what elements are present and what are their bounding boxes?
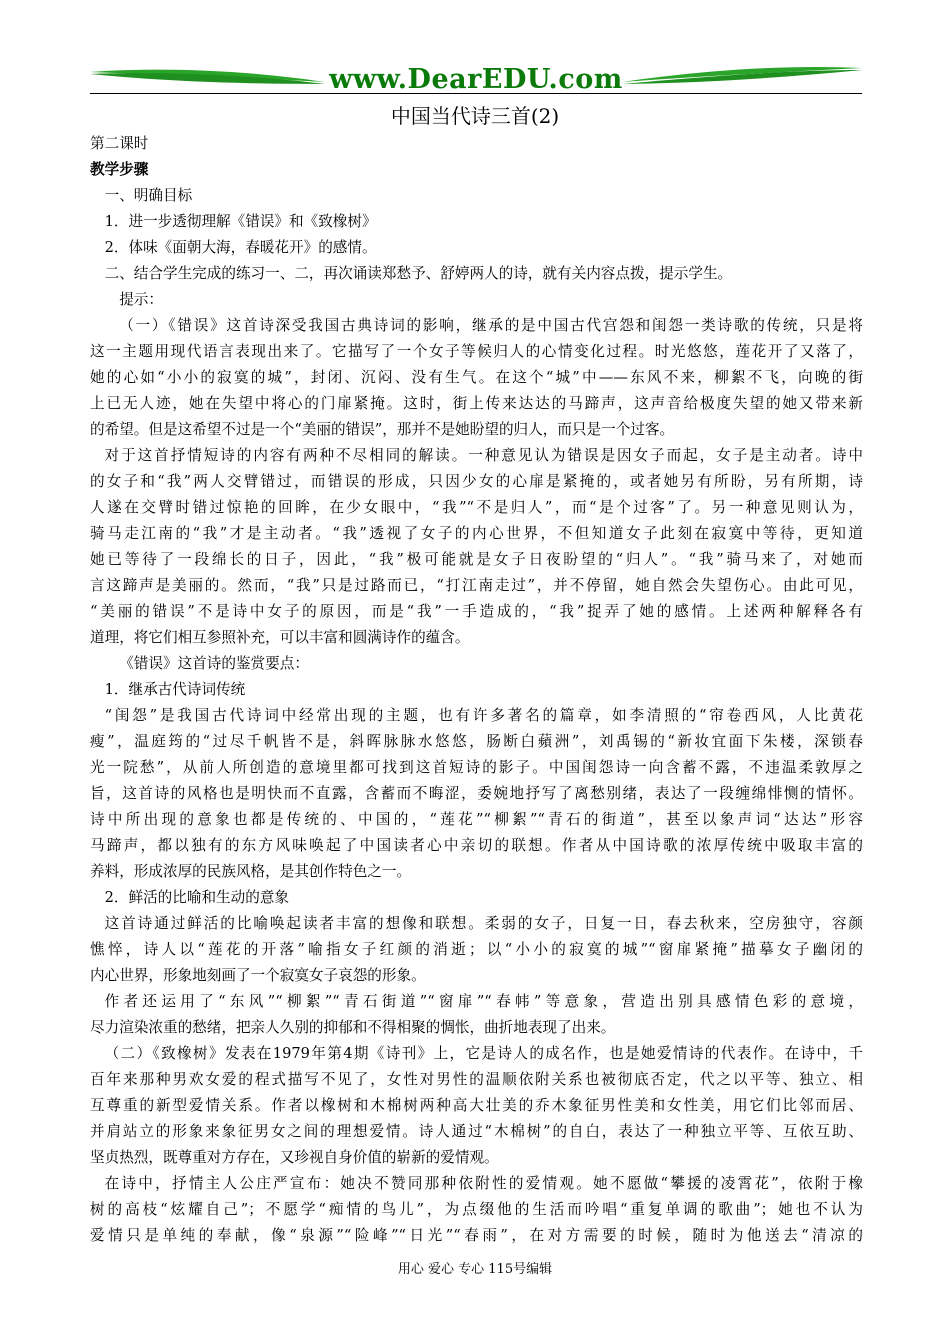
text-line: 提示： bbox=[119, 291, 163, 308]
text-line: 内心世界，形象地刻画了一个寂寞女子哀怨的形象。 bbox=[90, 967, 426, 984]
text-line: 1．继承古代诗词传统 bbox=[104, 681, 246, 698]
text-line: 光一院愁”，从前人所创造的意境里都可找到这首短诗的影子。中国闺怨诗一向含蓄不露，不违温柔敦厚之 bbox=[90, 759, 863, 776]
text-line: 上已无人迹，她在失望中将心的门扉紧掩。这时，街上传来达达的马蹄声，这声音给极度失望的她又带来新 bbox=[90, 395, 863, 412]
site-logo-text: www.DearEDU.com bbox=[329, 64, 623, 95]
text-line: 养料，形成浓厚的民族风格，是其创作特色之一。 bbox=[90, 863, 412, 880]
text-line: 骑马走江南的“我”才是主动者。“我”透视了女子的内心世界，不但知道女子此刻在寂寞中等待，更知道 bbox=[90, 525, 863, 542]
text-line: “美丽的错误”不是诗中女子的原因，而是“我”一手造成的，“我”捉弄了她的感情。上述两种解释各有 bbox=[90, 603, 863, 620]
text-line: 并肩站立的形象来象征男女之间的理想爱情。诗人通过“木棉树”的自白，表达了一种独立平等、互依互助、 bbox=[90, 1123, 863, 1140]
text-line: 坚贞热烈，既尊重对方存在，又珍视自身价值的崭新的爱情观。 bbox=[90, 1149, 499, 1166]
text-line: 憔悴，诗人以“莲花的开落”喻指女子红颜的消逝；以“小小的寂寞的城”“窗扉紧掩”描摹女子幽闭的 bbox=[90, 941, 863, 958]
text-line: 她的心如“小小的寂寞的城”，封闭、沉闷、没有生气。在这个“城”中——东风不来，柳絮不飞，向晚的街 bbox=[90, 369, 863, 386]
text-line: 2．鲜活的比喻和生动的意象 bbox=[104, 889, 290, 906]
text-line: 《错误》这首诗的鉴赏要点： bbox=[119, 655, 309, 672]
text-line: 2．体味《面朝大海，春暖花开》的感情。 bbox=[104, 239, 377, 256]
text-line: 在诗中，抒情主人公庄严宣布：她决不赞同那种依附性的爱情观。她不愿做“攀援的凌霄花”，依附于橡 bbox=[104, 1175, 863, 1192]
text-line: 一、明确目标 bbox=[104, 187, 193, 204]
text-line: 尽力渲染浓重的愁绪，把亲人久别的抑郁和不得相聚的惆怅，曲折地表现了出来。 bbox=[90, 1019, 616, 1036]
text-line: 互尊重的新型爱情关系。作者以橡树和木棉树两种高大壮美的乔木象征男性美和女性美，用它们比邻而居、 bbox=[90, 1097, 863, 1114]
text-line: 作者还运用了“东风”“柳絮”“青石街道”“窗扉”“春帏”等意象，营造出别具感情色彩的意境， bbox=[104, 993, 863, 1010]
text-line: 第二课时 bbox=[90, 135, 149, 152]
text-line: 教学步骤 bbox=[90, 161, 149, 178]
text-line: 人遂在交臂时错过惊艳的回眸，在少女眼中，“我”“不是归人”，而“是个过客”了。另一种意见则认为， bbox=[90, 499, 863, 516]
text-line: 言这蹄声是美丽的。然而，“我”只是过路而已，“打江南走过”，并不停留，她自然会失望伤心。由此可见， bbox=[90, 577, 863, 594]
text-line: 爱情只是单纯的奉献，像“泉源”“险峰”“日光”“春雨”，在对方需要的时候，随时为他送去“清凉的 bbox=[90, 1227, 863, 1244]
site-banner bbox=[90, 62, 862, 96]
text-line: “闺怨”是我国古代诗词中经常出现的主题，也有许多著名的篇章，如李清照的“帘卷西风，人比黄花 bbox=[104, 707, 863, 724]
text-line: 她已等待了一段绵长的日子，因此，“我”极可能就是女子日夜盼望的“归人”。“我”骑马来了，对她而 bbox=[90, 551, 863, 568]
page-title: 中国当代诗三首(2) bbox=[390, 104, 560, 128]
text-line: 旨，这首诗的风格也是明快而不直露，含蓄而不晦涩，委婉地抒写了离愁别绪，表达了一段缠绵悱恻的情怀。 bbox=[90, 785, 863, 802]
header-rule bbox=[90, 93, 862, 94]
body-text bbox=[90, 131, 863, 1249]
text-line: 道理，将它们相互参照补充，可以丰富和圆满诗作的蕴含。 bbox=[90, 629, 470, 646]
text-line: （一）《错误》这首诗深受我国古典诗词的影响，继承的是中国古代宫怨和闺怨一类诗歌的传统，只是将 bbox=[119, 317, 863, 334]
text-line: 对于这首抒情短诗的内容有两种不尽相同的解读。一种意见认为错误是因女子而起，女子是主动者。诗中 bbox=[104, 447, 863, 464]
text-line: 诗中所出现的意象也都是传统的、中国的，“莲花”“柳絮”“青石的街道”，甚至以象声词“达达”形容 bbox=[90, 811, 863, 828]
text-line: 的女子和“我”两人交臂错过，而错误的形成，只因少女的心扉是紧掩的，或者她另有所盼，另有所期，诗 bbox=[90, 473, 863, 490]
text-line: 瘦”，温庭筠的“过尽千帆皆不是，斜晖脉脉水悠悠，肠断白蘋洲”，刘禹锡的“新妆宜面下朱楼，深锁春 bbox=[90, 733, 863, 750]
text-line: 二、结合学生完成的练习一、二，再次诵读郑愁予、舒婷两人的诗，就有关内容点拨，提示学生。 bbox=[104, 265, 733, 282]
text-line: （二）《致橡树》发表在1979年第4期《诗刊》上，它是诗人的成名作，也是她爱情诗的代表作。在诗中，千 bbox=[104, 1045, 863, 1062]
page-footer: 用心 爱心 专心 115号编辑 bbox=[397, 1262, 553, 1277]
text-line: 这一主题用现代语言表现出来了。它描写了一个女子等候归人的心情变化过程。时光悠悠，莲花开了又落了， bbox=[90, 343, 863, 360]
text-line: 的希望。但是这希望不过是一个“美丽的错误”，那并不是她盼望的归人，而只是一个过客。 bbox=[90, 421, 675, 438]
text-line: 树的高枝“炫耀自己”；不愿学“痴情的鸟儿”，为点缀他的生活而吟唱“重复单调的歌曲”；她也不认为 bbox=[90, 1201, 863, 1218]
text-line: 这首诗通过鲜活的比喻唤起读者丰富的想像和联想。柔弱的女子，日复一日，春去秋来，空房独守，容颜 bbox=[104, 915, 863, 932]
text-line: 1．进一步透彻理解《错误》和《致橡树》 bbox=[104, 213, 377, 230]
text-line: 马蹄声，都以独有的东方风味唤起了中国读者心中亲切的联想。作者从中国诗歌的浓厚传统中吸取丰富的 bbox=[90, 837, 863, 854]
text-line: 百年来那种男欢女爱的程式描写不见了，女性对男性的温顺依附关系也被彻底否定，代之以平等、独立、相 bbox=[90, 1071, 863, 1088]
